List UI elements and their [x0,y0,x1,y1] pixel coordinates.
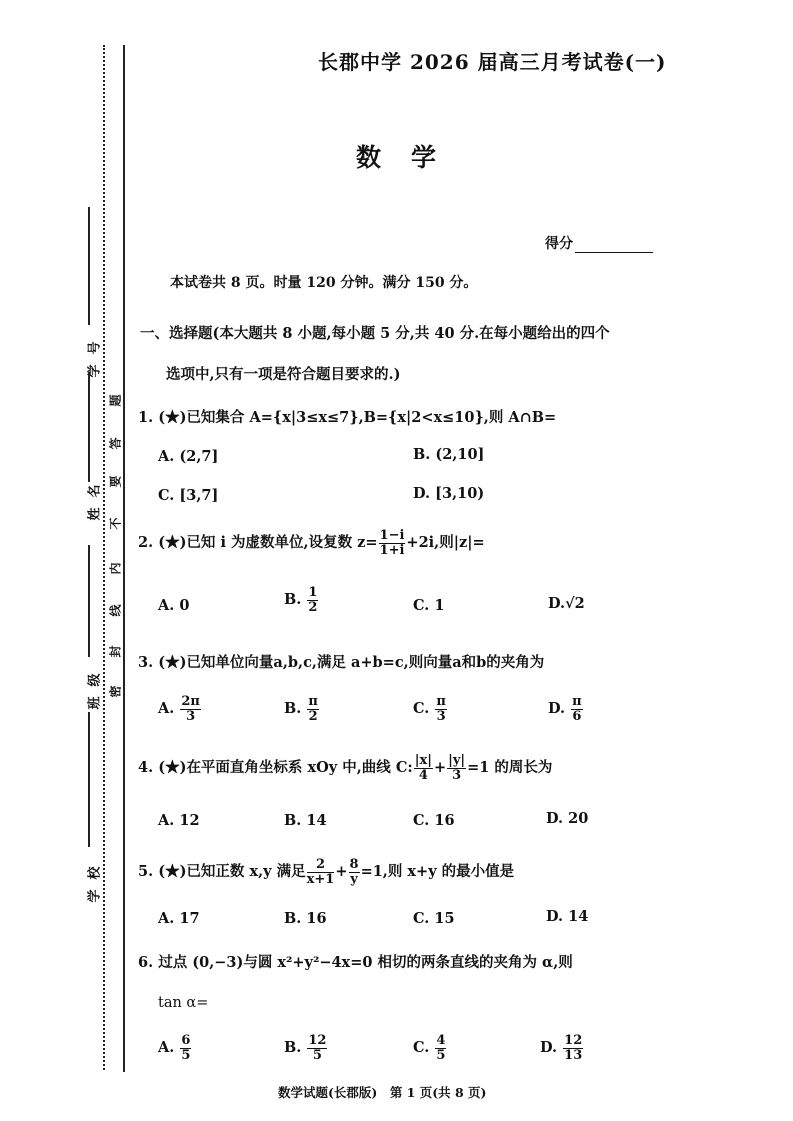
q4-option-c[interactable]: C. 16 [413,812,455,829]
question-3: 3. (★)已知单位向量a,b,c,满足 a+b=c,则向量a和b的夹角为 [138,654,545,671]
seal-char: 封 [108,645,123,658]
seal-char: 内 [108,562,123,575]
name-label: 姓名 [87,474,103,521]
q2-option-a[interactable]: A. 0 [158,597,190,614]
q6-option-a[interactable]: A. $\frac{6}{5}$ [158,1033,191,1063]
q3-option-b[interactable]: B. $\frac{\pi}{2}$ [284,694,318,724]
fraction: $\frac{2}{x+1}$ [306,857,335,887]
q2-option-d[interactable]: D.√2 [548,595,585,612]
q1-option-a[interactable]: A. (2,7] [158,448,219,465]
star-icon: (★) [158,759,187,777]
class-field-line[interactable] [88,712,90,847]
q1-option-b[interactable]: B. (2,10] [413,446,485,463]
score-blank[interactable] [575,238,653,253]
page-footer: 数学试题(长郡版) 第 1 页(共 8 页) [278,1085,487,1100]
subject-title: 数学 [356,143,467,172]
q2-option-c[interactable]: C. 1 [413,597,445,614]
score-label: 得分 [545,236,573,252]
q6-option-d[interactable]: D. $\frac{12}{13}$ [540,1033,583,1063]
fraction: $\frac{8}{y}$ [349,857,359,887]
question-stem: 已知集合 A={x|3≤x≤7},B={x|2<x≤10},则 A∩B= [186,409,557,426]
name-field-line-top [88,372,90,482]
star-icon: (★) [158,863,187,881]
star-icon: (★) [158,654,187,671]
fraction: $\frac{1-i}{1+i}$ [379,528,405,558]
student-id-label: 学号 [87,331,103,378]
q5-option-d[interactable]: D. 14 [546,908,589,925]
q4-option-d[interactable]: D. 20 [546,810,589,827]
q5-option-c[interactable]: C. 15 [413,910,455,927]
q5-option-b[interactable]: B. 16 [284,910,327,927]
question-6: 6. 过点 (0,−3)与圆 x²+y²−4x=0 相切的两条直线的夹角为 α,则 [138,954,573,971]
seal-char: 密 [108,685,123,698]
seal-char: 不 [108,517,123,530]
question-4: 4. (★)在平面直角坐标系 xOy 中,曲线 C: $\frac{|x|}{4}$ + $\frac{|y|}{3}$ =1 的周长为 [138,753,553,783]
class-label: 班级 [87,663,103,710]
score-field [545,233,653,253]
seal-dashed-line [103,45,105,1070]
seal-char: 线 [108,604,123,617]
q3-option-c[interactable]: C. $\frac{\pi}{3}$ [413,694,446,724]
star-icon: (★) [158,409,187,426]
q1-option-d[interactable]: D. [3,10) [413,485,485,502]
section-heading-cont: 选项中,只有一项是符合题目要求的.) [166,366,401,383]
name-field-line[interactable] [88,545,90,657]
question-1 [138,406,556,427]
q1-option-c[interactable]: C. [3,7] [158,487,219,504]
exam-title: 长郡中学 2026 届高三月考试卷(一) [318,50,667,74]
q3-option-d[interactable]: D. $\frac{\pi}{6}$ [548,694,582,724]
section-heading: 一、选择题(本大题共 8 小题,每小题 5 分,共 40 分.在每小题给出的四个 [140,325,610,342]
seal-char: 答 [108,437,123,450]
question-5: 5. (★)已知正数 x,y 满足 $\frac{2}{x+1}$ + $\frac{8}{y}$ =1,则 x+y 的最小值是 [138,857,515,887]
question-number: 1. [138,409,154,426]
school-label: 学校 [87,856,103,903]
fraction: $\frac{|y|}{3}$ [448,753,466,783]
star-icon: (★) [158,534,187,552]
q6-option-b[interactable]: B. $\frac{12}{5}$ [284,1033,327,1063]
exam-info: 本试卷共 8 页。时量 120 分钟。满分 150 分。 [170,275,478,291]
question-2: 2. (★)已知 i 为虚数单位,设复数 z= $\frac{1-i}{1+i}$ +2i,则|z|= [138,528,485,558]
seal-solid-line [123,45,125,1072]
seal-char: 题 [108,394,123,407]
seal-char: 要 [108,475,123,488]
q4-option-b[interactable]: B. 14 [284,812,327,829]
question-6-cont: tan α= [158,995,209,1011]
q2-option-b[interactable]: B. $\frac{1}{2}$ [284,585,318,615]
fraction: $\frac{|x|}{4}$ [414,753,432,783]
q4-option-a[interactable]: A. 12 [158,812,200,829]
student-id-field-line[interactable] [88,207,90,325]
q6-option-c[interactable]: C. $\frac{4}{5}$ [413,1033,446,1063]
q3-option-a[interactable]: A. $\frac{2\pi}{3}$ [158,694,200,724]
q5-option-a[interactable]: A. 17 [158,910,200,927]
